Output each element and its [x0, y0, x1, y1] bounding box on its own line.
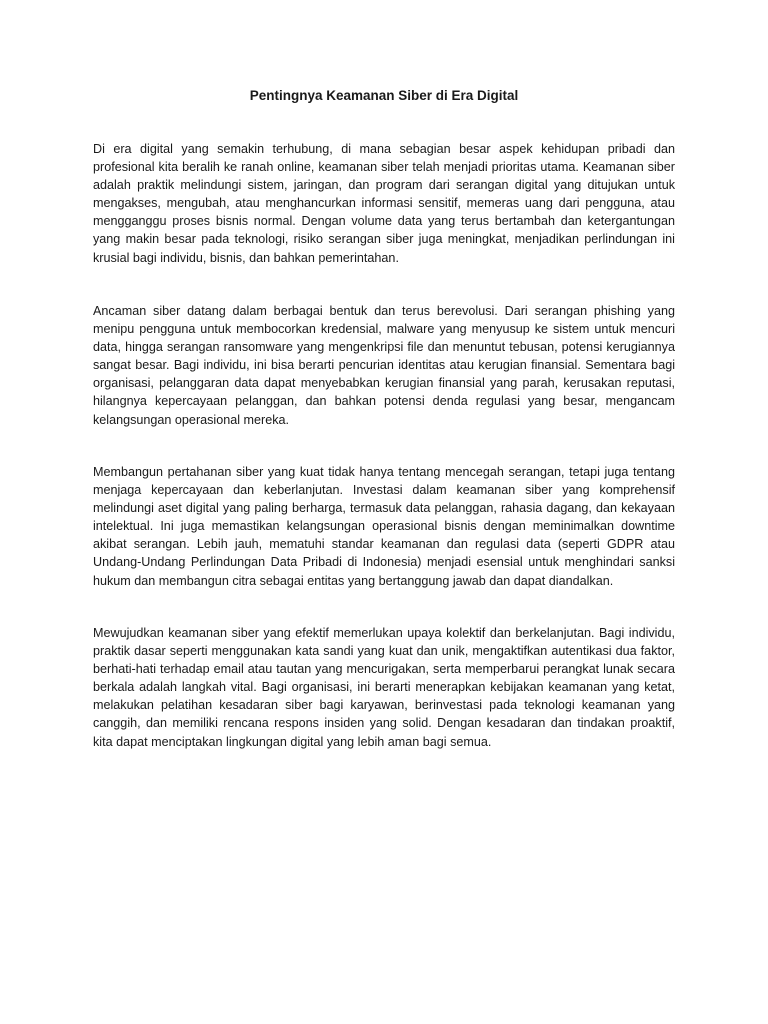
paragraph-2: Ancaman siber datang dalam berbagai bentuk dan terus berevolusi. Dari serangan phishing yang menipu pengguna untuk membocorkan kredensial, malware yang menyusup ke sistem untuk mencuri data, hingga serangan ransomware yang mengenkripsi file dan menuntut tebusan, potensi kerugiannya sangat besar. Bagi individu, ini bisa berarti pencurian identitas atau kerugian finansial. Sementara bagi organisasi, pelanggaran data dapat menyebabkan kerugian finansial yang parah, kerusakan reputasi, hilangnya kepercayaan pelanggan, dan bahkan potensi denda regulasi yang besar, mengancam kelangsungan operasional mereka. [93, 304, 675, 427]
document-title: Pentingnya Keamanan Siber di Era Digital [249, 88, 519, 103]
paragraph-4: Mewujudkan keamanan siber yang efektif memerlukan upaya kolektif dan berkelanjutan. Bagi individu, praktik dasar seperti menggunakan kata sandi yang kuat dan unik, mengaktifkan autentikasi dua faktor, berhati-hati terhadap email atau tautan yang mencurigakan, serta memperbarui perangkat lunak secara berkala adalah langkah vital. Bagi organisasi, ini berarti menerapkan kebijakan keamanan yang ketat, melakukan pelatihan kesadaran siber bagi karyawan, berinvestasi pada teknologi keamanan yang canggih, dan memiliki rencana respons insiden yang solid. Dengan kesadaran dan tindakan proaktif, kita dapat menciptakan lingkungan digital yang lebih aman bagi semua. [93, 626, 675, 749]
paragraph-3: Membangun pertahanan siber yang kuat tidak hanya tentang mencegah serangan, tetapi juga tentang menjaga kepercayaan dan keberlanjutan. Investasi dalam keamanan siber yang komprehensif melindungi aset digital yang paling berharga, termasuk data pelanggan, rahasia dagang, dan kekayaan intelektual. Ini juga memastikan kelangsungan operasional bisnis dengan meminimalkan downtime akibat serangan. Lebih jauh, mematuhi standar keamanan dan regulasi data (seperti GDPR atau Undang-Undang Perlindungan Data Pribadi di Indonesia) menjadi esensial untuk menghindari sanksi hukum dan membangun citra sebagai entitas yang bertanggung jawab dan dapat diandalkan. [93, 465, 675, 588]
paragraph-1: Di era digital yang semakin terhubung, di mana sebagian besar aspek kehidupan pribadi dan profesional kita beralih ke ranah online, keamanan siber telah menjadi prioritas utama. Keamanan siber adalah praktik melindungi sistem, jaringan, dan program dari serangan digital yang ditujukan untuk mengakses, mengubah, atau menghancurkan informasi sensitif, memeras uang dari pengguna, atau mengganggu proses bisnis normal. Dengan volume data yang terus bertambah dan ketergantungan yang makin besar pada teknologi, risiko serangan siber juga meningkat, menjadikan perlindungan ini krusial bagi individu, bisnis, dan bahkan pemerintahan. [93, 142, 675, 265]
